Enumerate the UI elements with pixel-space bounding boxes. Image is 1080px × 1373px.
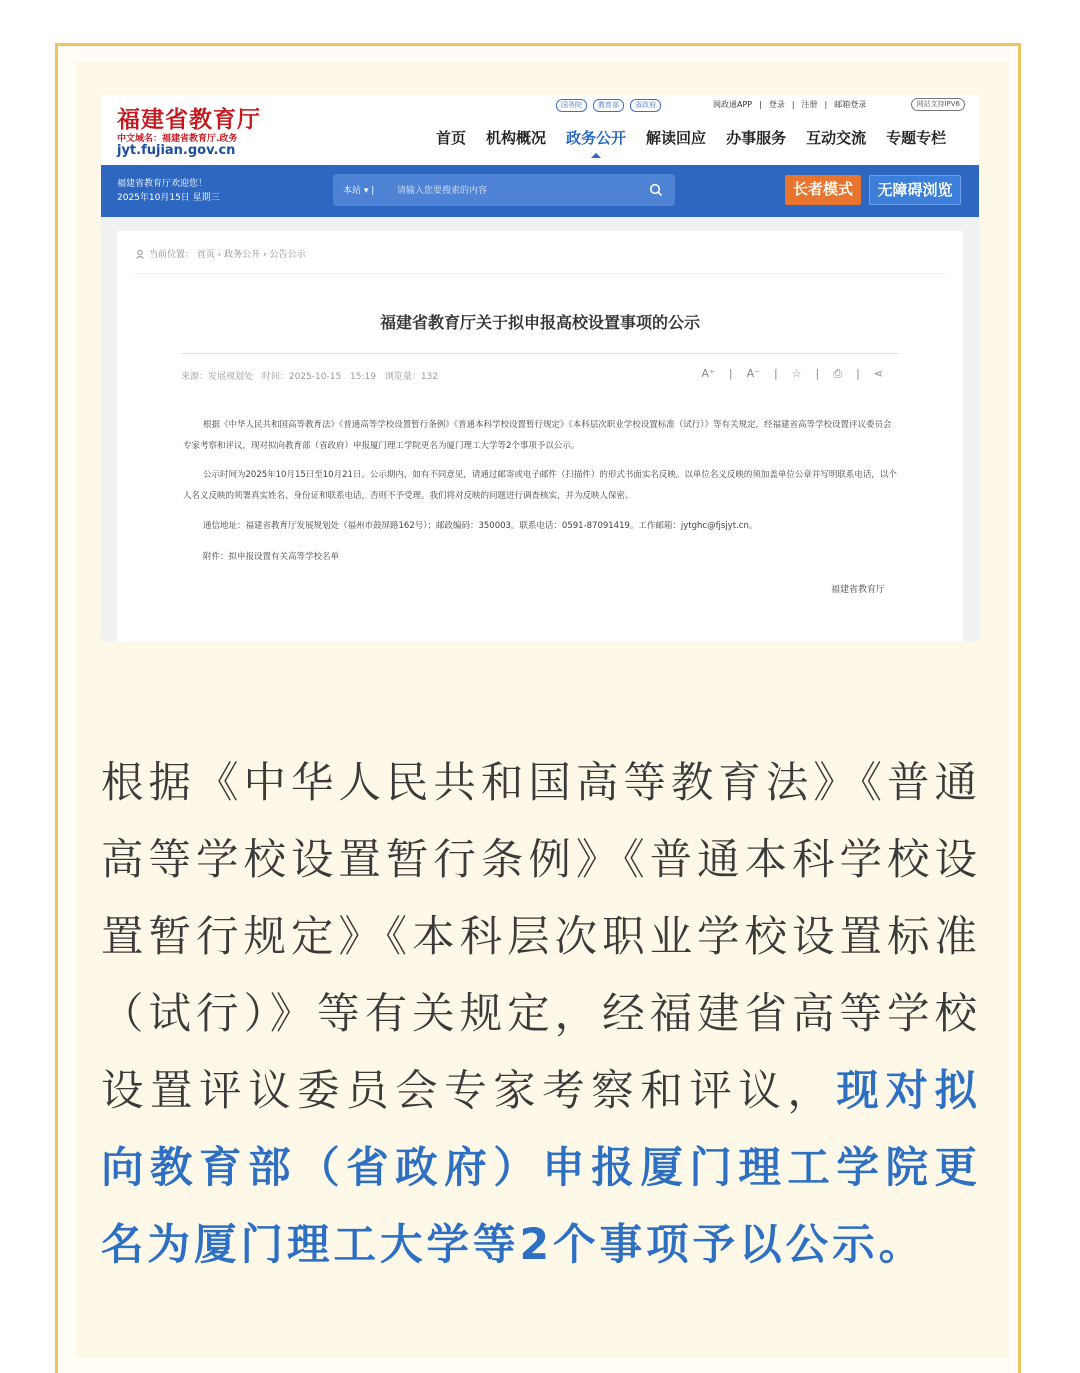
font-larger-icon[interactable]: A⁺ [701,367,715,380]
divider [181,353,899,354]
article-paragraph: 通信地址：福建省教育厅发展规划处（福州市鼓屏路162号）；邮政编码：350003。联系电话：0591-87091419。工作邮箱：jytghc@fjsjyt.cn。 [203,521,758,531]
article-tools [702,367,883,381]
location-icon [135,249,145,259]
nav-topics[interactable]: 专题专栏 [886,129,947,147]
article-card [117,231,963,641]
article-meta: 来源：发展规划处 时间：2025-10-15 15:19 浏览量：132 [181,372,439,382]
link-mzt-app[interactable]: 闽政通APP [713,100,753,109]
main-nav [436,127,946,148]
date-line: 2025年10月15日 星期三 [117,193,220,203]
caption-text [101,745,981,1284]
article-title: 福建省教育厅关于拟申报高校设置事项的公示 [379,313,700,332]
link-ministry-education[interactable]: 教育部 [593,99,624,112]
link-login[interactable]: 登录 [768,100,785,109]
divider: | [856,367,860,380]
site-header [101,95,979,165]
caption-highlight: 现对拟向教育部（省政府）申报厦门理工学院更名为厦门理工大学等2个事项予以公示。 [101,1067,981,1270]
website-screenshot [101,95,979,641]
account-links [713,98,866,112]
divider: | [815,367,820,380]
divider [135,273,945,274]
link-register[interactable]: 注册 [801,100,818,109]
article-signature: 福建省教育厅 [830,585,885,595]
accessibility-button[interactable]: 无障碍浏览 [869,175,961,205]
divider: | [773,367,778,380]
search-bar-strip [101,165,979,217]
top-pill-links [556,98,661,112]
search-box [333,174,675,206]
link-mail-login[interactable]: 邮箱登录 [834,100,867,109]
link-province-gov[interactable]: 省政府 [630,99,661,112]
breadcrumb [135,247,306,260]
nav-home[interactable]: 首页 [436,129,467,147]
welcome-line: 福建省教育厅欢迎您！ [117,179,208,189]
site-logo-subtitle: 中文域名：福建省教育厅.政务 [117,134,238,144]
link-state-council[interactable]: 国务院 [556,99,587,112]
search-scope-select[interactable]: 本站 ▾ | [343,186,375,196]
site-domain: jyt.fujian.gov.cn [117,143,236,158]
print-icon[interactable]: ⎙ [833,367,843,380]
article-paragraph: 根据《中华人民共和国高等教育法》《普通高等学校设置暂行条例》《普通本科学校设置暂行规定》《本科层次职业学校设置标准（试行）》等有关规定，经福建省高等学校设置评议委员会专家考察和评议，现对拟向教育部（省政府）申报厦门理工学院更名为厦门理工大学等2个事项予以公示。 [183,420,892,451]
divider: | [824,100,828,109]
caption-normal: 根据《中华人民共和国高等教育法》《普通高等学校设置暂行条例》《普通本科学校设置暂行规定》《本科层次职业学校设置标准（试行）》等有关规定，经福建省高等学校设置评议委员会专家考察和评议， [101,759,981,1116]
ipv6-badge: 网站支持IPV6 [911,98,965,111]
nav-about[interactable]: 机构概况 [486,129,547,147]
article-paragraph: 公示时间为2025年10月15日至10月21日。公示期内，如有不同意见，请通过邮寄或电子邮件（扫描件）的形式书面实名反映。以单位名义反映的须加盖单位公章并写明联系电话，以个人名义反映的须署真实姓名、身份证和联系电话，否则不予受理。我们将对反映的问题进行调查核实，并为反映人保密。 [183,470,897,501]
welcome-text [117,177,220,205]
nav-gov-affairs[interactable]: 政务公开 [566,129,627,147]
font-smaller-icon[interactable]: A⁻ [746,367,760,380]
divider: | [759,100,762,109]
nav-interaction[interactable]: 互动交流 [806,129,867,147]
site-logo-title[interactable]: 福建省教育厅 [117,106,261,133]
nav-interpretation[interactable]: 解读回应 [646,129,707,147]
favorite-icon[interactable]: ☆ [791,367,802,380]
search-input[interactable]: 请输入您要搜索的内容 [397,186,488,196]
breadcrumb-text[interactable]: 当前位置： 首页 › 政务公开 › 公告公示 [149,250,306,260]
elder-mode-button[interactable]: 长者模式 [785,175,861,205]
share-icon[interactable]: ⋖ [873,367,883,380]
article-attachment[interactable]: 附件：拟申报设置有关高等学校名单 [203,552,340,562]
nav-services[interactable]: 办事服务 [726,129,787,147]
search-icon[interactable] [649,183,663,197]
divider: | [791,100,795,109]
divider: | [728,367,733,380]
